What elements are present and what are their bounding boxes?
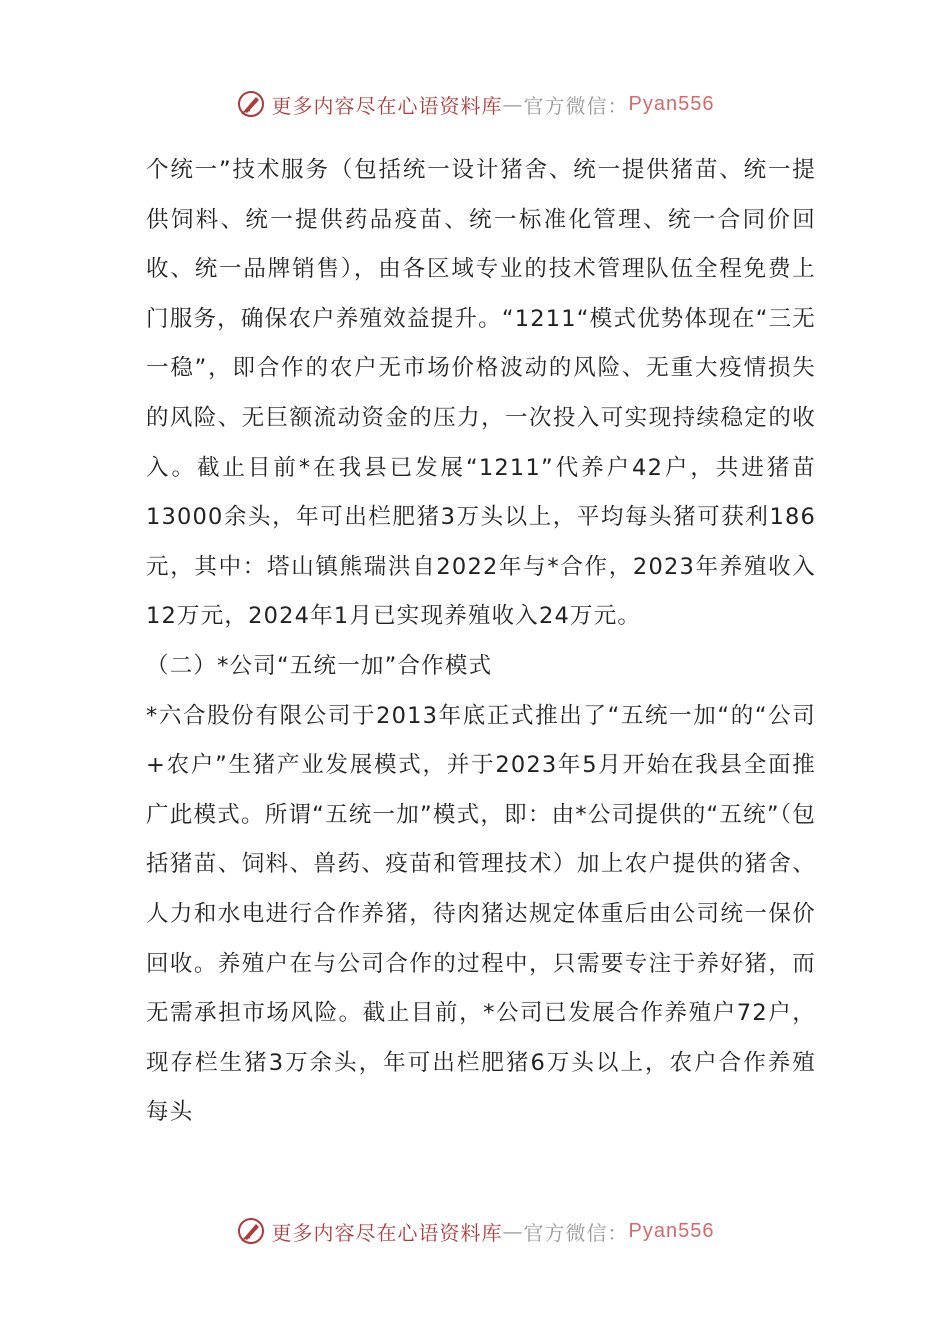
pen-circle-icon [236, 89, 266, 119]
watermark-separator: — [502, 92, 524, 116]
watermark-wechat-id: Pyan556 [628, 1219, 715, 1242]
document-body [146, 146, 816, 1138]
watermark-main-text: 更多内容尽在心语资料库 [271, 93, 503, 118]
footer-watermark [0, 1211, 950, 1251]
watermark-wechat-id: Pyan556 [628, 92, 715, 115]
watermark-wechat-label: 官方微信： [523, 93, 629, 118]
section-heading: （二）*公司“五统一加”合作模式 [146, 652, 493, 679]
watermark-wechat-label: 官方微信： [523, 1220, 629, 1245]
pen-circle-icon [236, 1216, 266, 1246]
paragraph-2: *六合股份有限公司于2013年底正式推出了“五统一加“的“公司+农户”生猪产业发展模式，并于2023年5月开始在我县全面推广此模式。所谓“五统一加”模式，即：由*公司提供的“五统”（包括猪苗、饲料、兽药、疫苗和管理技术）加上农户提供的猪舍、人力和水电进行合作养猪，待肉猪达规定体重后由公司统一保价回收。养殖户在与公司合作的过程中，只需要专注于养好猪，而无需承担市场风险。截止目前，*公司已发展合作养殖户72户，现存栏生猪3万余头，年可出栏肥猪6万头以上，农户合作养殖每头 [146, 702, 816, 1126]
header-watermark [0, 84, 950, 124]
paragraph-1: 个统一”技术服务（包括统一设计猪舍、统一提供猪苗、统一提供饲料、统一提供药品疫苗、统一标准化管理、统一合同价回收、统一品牌销售），由各区域专业的技术管理队伍全程免费上门服务，确保农户养殖效益提升。“1211“模式优势体现在“三无一稳”，即合作的农户无市场价格波动的风险、无重大疫情损失的风险、无巨额流动资金的压力，一次投入可实现持续稳定的收入。截止目前*在我县已发展“1211”代养户42户，共进猪苗13000余头，年可出栏肥猪3万头以上，平均每头猪可获利186元，其中：塔山镇熊瑞洪自2022年与*合作，2023年养殖收入12万元，2024年1月已实现养殖收入24万元。 [146, 157, 816, 630]
watermark-separator: — [502, 1219, 524, 1243]
watermark-main-text: 更多内容尽在心语资料库 [271, 1220, 503, 1245]
